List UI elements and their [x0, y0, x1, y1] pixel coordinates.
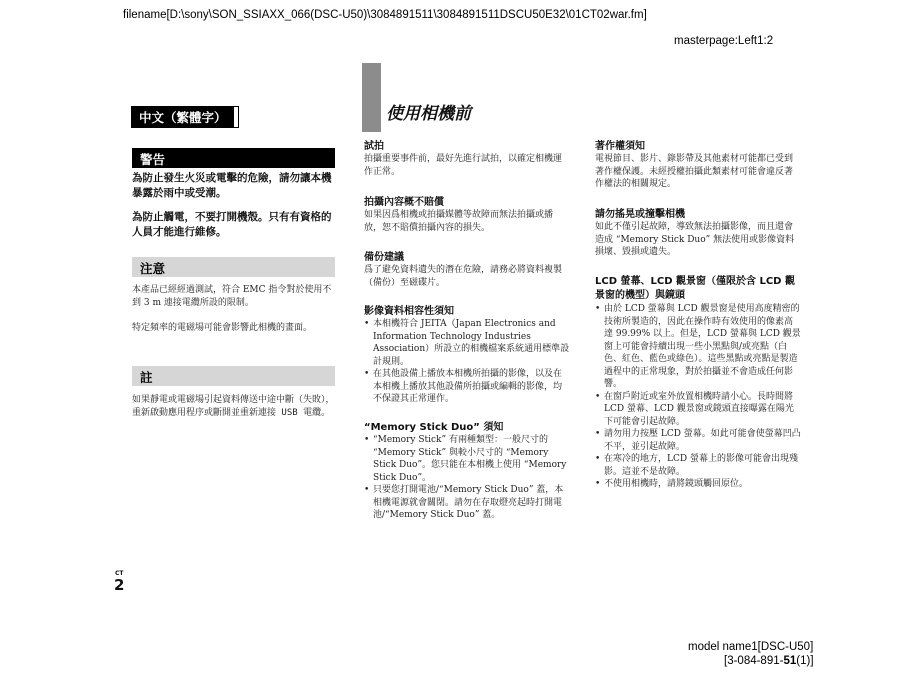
list-item: • 在寒冷的地方，LCD 螢幕上的影像可能會出現殘影。這並不是故障。 [595, 453, 801, 478]
section-no-compensation [364, 196, 570, 234]
document-code-bold: 51 [783, 655, 797, 667]
list-item: • 請勿用力按壓 LCD 螢幕。如此可能會使螢幕凹凸不平，並引起故障。 [595, 428, 801, 453]
language-label [132, 107, 238, 127]
backup-text: 爲了避免資料遺失的潛在危險，請務必將資料複製（備份）至磁碟片。 [364, 265, 563, 288]
language-label-text: 中文（繁體字） [139, 110, 227, 125]
note-heading-text: 註 [140, 370, 153, 385]
lcd-heading: LCD 螢幕、LCD 觀景窗（僅限於含 LCD 觀景窗的機型）與鏡頭 [595, 276, 795, 301]
notice-text-1: 本產品已經經過測試，符合 EMC 指令對於使用不到 3 m 連接電纜所設的限制。 [132, 285, 332, 308]
section-marker-bar [362, 63, 381, 132]
test-shot-heading: 試拍 [364, 141, 384, 152]
masterpage-label: masterpage:Left1:2 [674, 35, 774, 47]
list-item: • 由於 LCD 螢幕與 LCD 觀景窗是使用高度精密的技術所製造的，因此在操作時有效使用的像素高達 99.99% 以上。但是，LCD 螢幕與 LCD 觀景窗上可能會持續出現一些小黑點與/或亮點（白色、紅色、藍色或綠色）。這些黑點或亮點是製造過程中的正常現象，對於拍攝並不會造成任何影響。 [595, 303, 801, 391]
section-backup [364, 251, 570, 289]
no-shaking-heading: 請勿搖晃或撞擊相機 [595, 209, 685, 220]
list-item: • 不使用相機時，請將鏡頭觸回原位。 [595, 478, 801, 491]
warning-heading-text: 警告 [140, 152, 166, 167]
note-heading [132, 366, 335, 386]
section-copyright [595, 140, 801, 191]
list-item: • 在其他設備上播放本相機所拍攝的影像，以及在本相機上播放其他設備所拍攝或編輯的影像，均不保證其正常運作。 [364, 368, 570, 406]
notice-text-2: 特定頻率的電磁場可能會影響此相機的畫面。 [132, 323, 313, 333]
section-lcd [595, 275, 801, 491]
section-no-shaking [595, 208, 801, 259]
memory-stick-heading: “Memory Stick Duo” 須知 [364, 422, 504, 433]
section-test-shot [364, 140, 570, 178]
document-code [724, 655, 814, 667]
warning-text-1: 為防止發生火災或電擊的危險，請勿讓本機暴露於雨中或受潮。 [132, 172, 332, 199]
notice-heading-text: 注意 [140, 261, 166, 276]
section-memory-stick [364, 421, 570, 522]
no-compensation-heading: 拍攝內容概不賠償 [364, 197, 444, 208]
note-text-1: 如果靜電或電磁場引起資料傳送中途中斷（失敗），重新啟動應用程序或斷開並重新連接 USB 電纜。 [132, 395, 335, 418]
list-item: • 只要您打開電池/“Memory Stick Duo” 蓋，本相機電源就會關閉。請勿在存取燈亮起時打開電池/“Memory Stick Duo” 蓋。 [364, 484, 570, 522]
page-title: 使用相機前 [386, 104, 471, 124]
compatibility-heading: 影像資料相容性須知 [364, 306, 454, 317]
warning-text-2: 為防止觸電，不要打開機殼。只有有資格的人員才能進行維修。 [132, 211, 332, 238]
filename-header: filename[D:\sony\SON_SSIAXX_066(DSC-U50)\3084891511\3084891511DSCU50E32\01CT02war.fm] [123, 9, 647, 21]
list-item: • “Memory Stick” 有兩種類型：一般尺寸的 “Memory Stick” 與較小尺寸的 “Memory Stick Duo”。您只能在本相機上使用 “Memory Stick Duo”。 [364, 434, 570, 484]
list-item: • 在窗戶附近或室外放置相機時請小心。長時間將 LCD 螢幕、LCD 觀景窗或鏡頭直接曝露在陽光下可能會引起故障。 [595, 391, 801, 429]
model-name: model name1[DSC-U50] [688, 641, 814, 653]
warning-heading [132, 148, 335, 168]
test-shot-text: 拍攝重要事件前，最好先進行試拍，以確定相機運作正常。 [364, 154, 563, 177]
list-item: • 本相機符合 JEITA（Japan Electronics and Information Technology Industries Association）所設立的相機檔案系統通用標準設計規則。 [364, 318, 570, 368]
copyright-heading: 著作權須知 [595, 141, 645, 152]
section-compatibility [364, 305, 570, 406]
notice-heading [132, 257, 335, 277]
document-code-prefix: [3-084-891- [724, 655, 784, 667]
language-code: CT [115, 570, 124, 577]
no-compensation-text: 如果因爲相機或拍攝媒體等故障而無法拍攝或播放，恕不賠償拍攝內容的損失。 [364, 210, 554, 233]
document-code-suffix: (1)] [796, 655, 814, 667]
page-number: 2 [114, 576, 125, 594]
no-shaking-text: 如此不僅引起故障，導致無法拍攝影像，而且還會造成 “Memory Stick Duo” 無法使用或影像資料損壞、毀損或遺失。 [595, 222, 795, 257]
backup-heading: 備份建議 [364, 252, 404, 263]
copyright-text: 電視節目、影片、錄影帶及其他素材可能都已受到著作權保護。未經授權拍攝此類素材可能會違反著作權法的相關規定。 [595, 154, 794, 189]
